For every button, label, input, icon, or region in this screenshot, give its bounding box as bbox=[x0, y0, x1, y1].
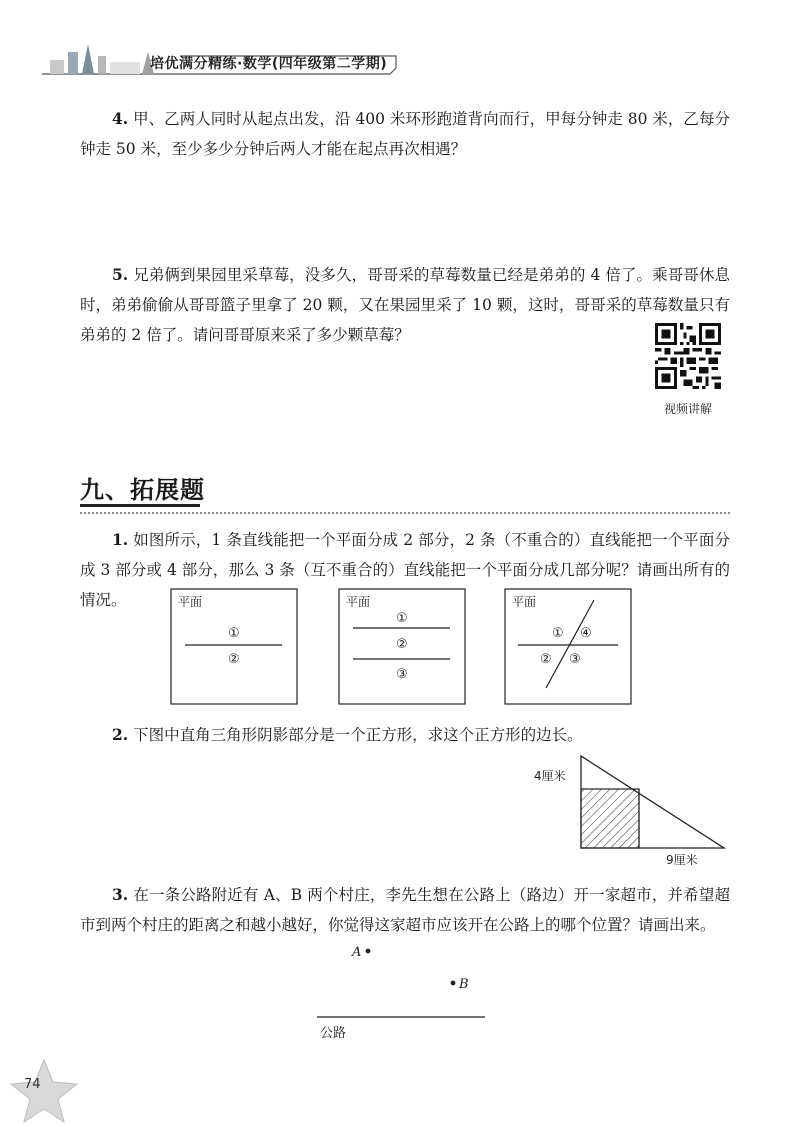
road-figure bbox=[300, 940, 500, 1045]
section-title: 九、拓展题 bbox=[80, 476, 205, 504]
plane-label: 平面 bbox=[178, 595, 203, 609]
page-star bbox=[8, 1058, 80, 1124]
point-b bbox=[451, 981, 456, 986]
road-label: 公路 bbox=[320, 1026, 347, 1041]
page-number: 74 bbox=[24, 1077, 41, 1092]
region-2: ② bbox=[396, 637, 408, 652]
question-4 bbox=[80, 104, 730, 164]
qr-caption: 视频讲解 bbox=[664, 402, 713, 416]
region-1: ① bbox=[552, 626, 564, 641]
question-text: 兄弟俩到果园里采草莓，没多久，哥哥采的草莓数量已经是弟弟的 4 倍了。乘哥哥休息时，弟弟偷偷从哥哥篮子里拿了 20 颗，又在果园里采了 10 颗，这时，哥哥采的草莓数量只有弟弟的 2 倍了。请问哥哥原来采了多少颗草莓？ bbox=[80, 266, 730, 344]
section-question-3 bbox=[80, 880, 730, 940]
question-text: 如图所示，1 条直线能把一个平面分成 2 部分，2 条（不重合的）直线能把一个平面分成 3 部分或 4 部分，那么 3 条（互不重合的）直线能把一个平面分成几部分呢？请画出所有的情况。 bbox=[80, 531, 730, 609]
question-number: 3. bbox=[112, 885, 129, 904]
plane-figures bbox=[170, 588, 640, 708]
qr-code[interactable] bbox=[655, 323, 721, 389]
header-title: 培优满分精练·数学(四年级第二学期) bbox=[150, 56, 388, 72]
triangle-figure bbox=[528, 752, 738, 872]
section-divider bbox=[80, 512, 730, 514]
region-1: ① bbox=[396, 611, 408, 626]
region-1: ① bbox=[228, 626, 240, 641]
question-number: 2. bbox=[112, 725, 129, 744]
base-label: 9厘米 bbox=[666, 853, 698, 867]
question-number: 4. bbox=[112, 109, 129, 128]
region-2: ② bbox=[228, 652, 240, 667]
question-number: 1. bbox=[112, 530, 129, 549]
region-3: ③ bbox=[569, 652, 581, 667]
section-question-2 bbox=[80, 720, 730, 750]
point-b-label: B bbox=[459, 977, 469, 992]
region-4: ④ bbox=[580, 626, 592, 641]
plane-label: 平面 bbox=[512, 595, 537, 609]
point-a bbox=[366, 949, 371, 954]
plane-figure-2 bbox=[339, 589, 465, 704]
question-number: 5. bbox=[112, 265, 129, 284]
point-a-label: A bbox=[352, 945, 362, 960]
question-text: 甲、乙两人同时从起点出发，沿 400 米环形跑道背向而行，甲每分钟走 80 米，乙每分钟走 50 米，至少多少分钟后两人才能在起点再次相遇？ bbox=[80, 110, 730, 158]
shaded-square bbox=[581, 789, 639, 848]
height-label: 4厘米 bbox=[534, 769, 566, 783]
question-text: 下图中直角三角形阴影部分是一个正方形，求这个正方形的边长。 bbox=[133, 726, 583, 744]
question-text: 在一条公路附近有 A、B 两个村庄，李先生想在公路上（路边）开一家超市，并希望超市到两个村庄的距离之和越小越好，你觉得这家超市应该开在公路上的哪个位置？请画出来。 bbox=[80, 886, 730, 934]
question-5 bbox=[80, 260, 730, 350]
region-3: ③ bbox=[396, 667, 408, 682]
plane-figure-3 bbox=[505, 589, 631, 704]
section-underline bbox=[80, 504, 200, 507]
region-2: ② bbox=[540, 652, 552, 667]
plane-figure-1 bbox=[171, 589, 297, 704]
plane-label: 平面 bbox=[346, 595, 371, 609]
